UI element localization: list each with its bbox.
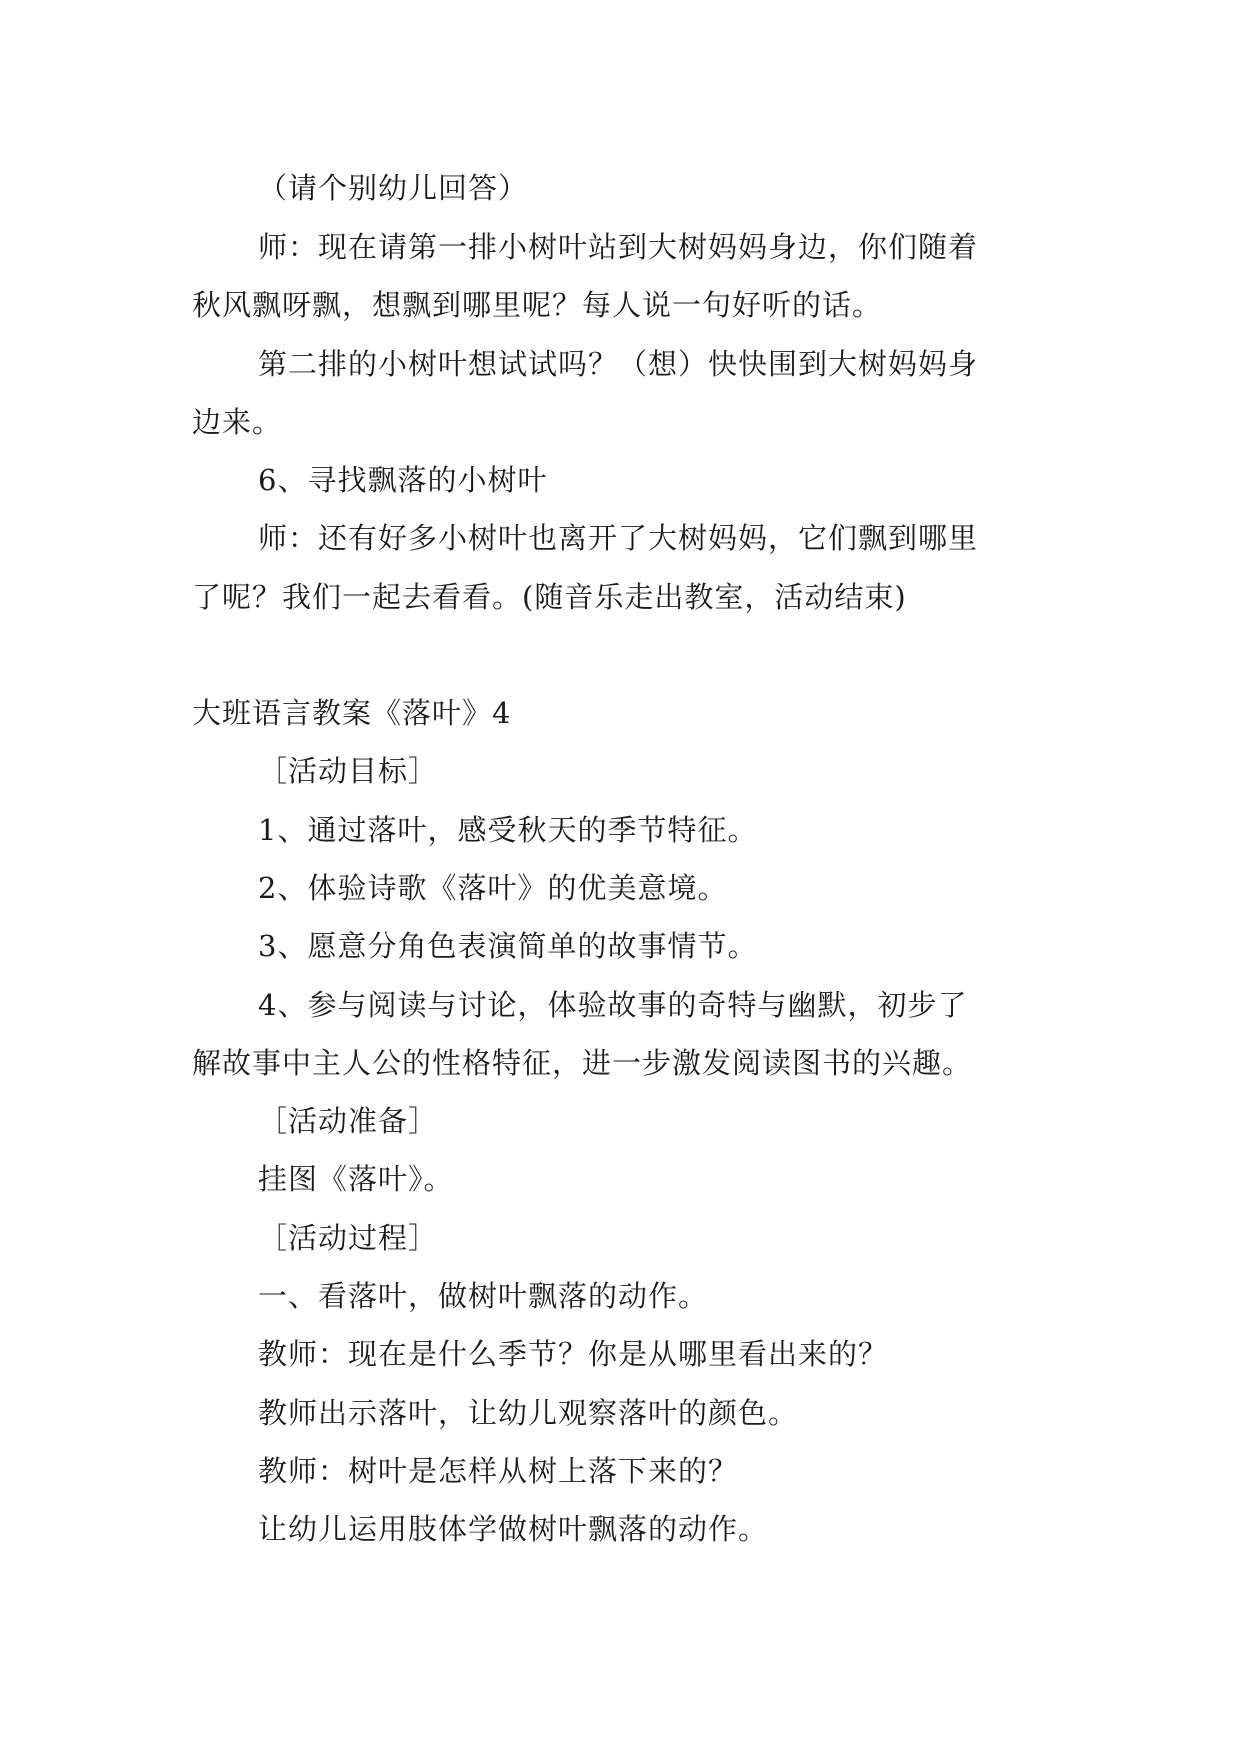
paragraph-line: 挂图《落叶》。 <box>258 1162 454 1196</box>
paragraph-line: 师：还有好多小树叶也离开了大树妈妈，它们飘到哪里 <box>258 521 979 555</box>
paragraph-line: 教师：树叶是怎样从树上落下来的？ <box>258 1454 739 1488</box>
paragraph-line: 第二排的小树叶想试试吗？（想）快快围到大树妈妈身 <box>258 347 979 381</box>
section-heading: ［活动过程］ <box>258 1221 439 1255</box>
section-heading: ［活动准备］ <box>258 1104 439 1138</box>
paragraph-line: 教师：现在是什么季节？你是从哪里看出来的？ <box>258 1337 889 1371</box>
paragraph-line: 师：现在请第一排小树叶站到大树妈妈身边，你们随着 <box>258 230 979 264</box>
paragraph-line: 一、看落叶，做树叶飘落的动作。 <box>258 1279 709 1313</box>
list-item: 2、体验诗歌《落叶》的优美意境。 <box>258 871 728 905</box>
paragraph-line: 解故事中主人公的性格特征，进一步激发阅读图书的兴趣。 <box>192 1046 973 1080</box>
paragraph-line: 秋风飘呀飘，想飘到哪里呢？每人说一句好听的话。 <box>192 288 883 322</box>
section-heading: 6、寻找飘落的小树叶 <box>258 463 548 497</box>
paragraph-line: 边来。 <box>192 405 283 439</box>
paragraph-line: 了呢？我们一起去看看。(随音乐走出教室，活动结束) <box>192 580 907 614</box>
list-item: 4、参与阅读与讨论，体验故事的奇特与幽默，初步了 <box>258 988 968 1022</box>
section-heading: ［活动目标］ <box>258 754 439 788</box>
list-item: 1、通过落叶，感受秋天的季节特征。 <box>258 813 758 847</box>
paragraph-line: （请个别幼儿回答） <box>258 171 529 205</box>
paragraph-line: 让幼儿运用肢体学做树叶飘落的动作。 <box>258 1512 769 1546</box>
list-item: 3、愿意分角色表演简单的故事情节。 <box>258 929 758 963</box>
document-title: 大班语言教案《落叶》4 <box>192 696 512 730</box>
paragraph-line: 教师出示落叶，让幼儿观察落叶的颜色。 <box>258 1396 799 1430</box>
